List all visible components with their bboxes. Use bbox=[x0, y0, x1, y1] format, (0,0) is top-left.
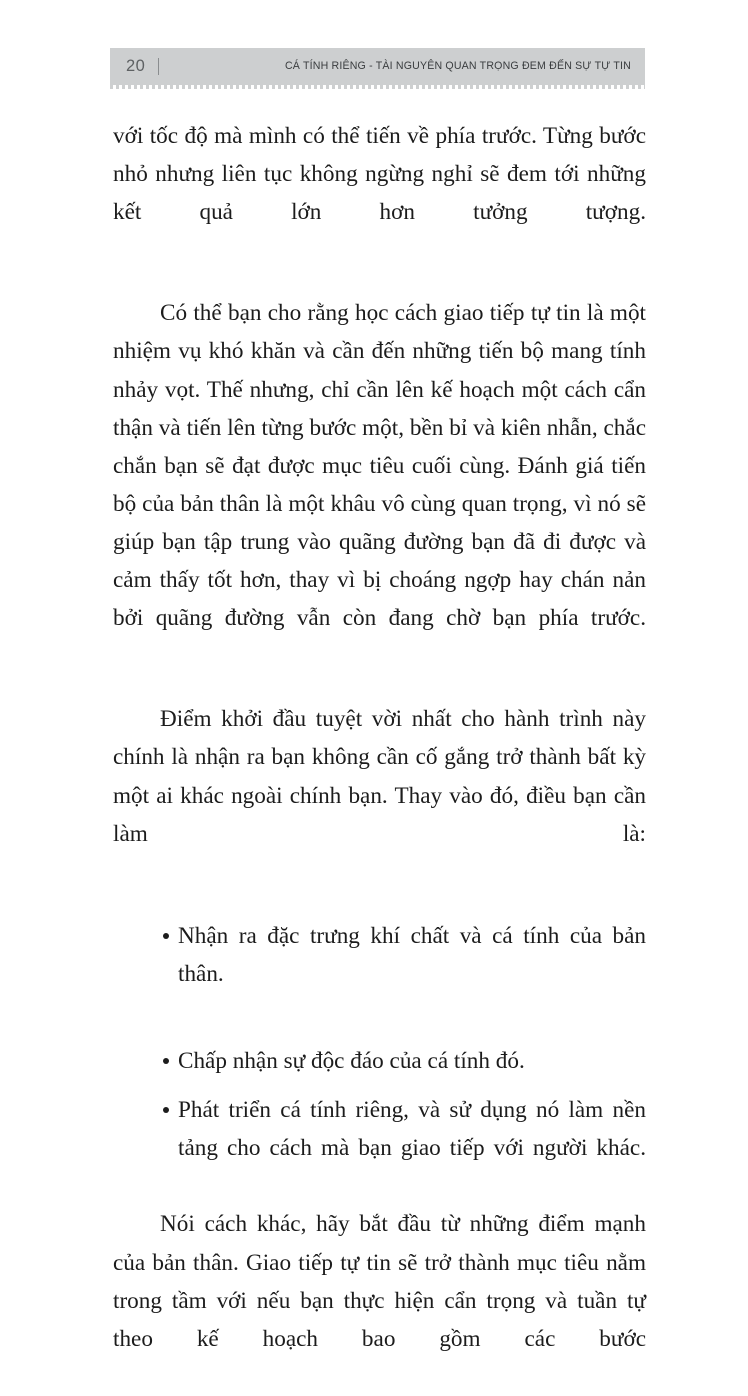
list-item bbox=[163, 1042, 646, 1080]
bullet-dot-icon bbox=[163, 933, 169, 939]
list-item-label: Chấp nhận sự độc đáo của cá tính đó. bbox=[178, 1048, 525, 1075]
bullet-list bbox=[113, 917, 646, 1206]
bullet-dot-icon bbox=[163, 1058, 169, 1064]
page-header-bar bbox=[110, 48, 645, 85]
bullet-dot-icon bbox=[163, 1107, 169, 1113]
paragraph-truncated: Nói cách khác, hãy bắt đầu từ những điểm mạnh của bản thân. Giao tiếp tự tin sẽ trở thành mục tiêu nằm trong tầm với nếu bạn thực hiện cẩn trọng và tuần tự theo kế hoạch bao gồm các bước bbox=[113, 1211, 646, 1352]
paragraph: Có thể bạn cho rằng học cách giao tiếp tự tin là một nhiệm vụ khó khăn và cần đến những tiến bộ mang tính nhảy vọt. Thế nhưng, chỉ cần lên kế hoạch một cách cẩn thận và tiến lên từng bước một, bền bỉ và kiên nhẫn, chắc chắn bạn sẽ đạt được mục tiêu cuối cùng. Đánh giá tiến bộ của bản thân là một khâu vô cùng quan trọng, vì nó sẽ giúp bạn tập trung vào quãng đường bạn đã đi được và cảm thấy tốt hơn, thay vì bị choáng ngợp hay chán nản bởi quãng đường vẫn còn đang chờ bạn phía trước. bbox=[113, 300, 646, 632]
header-scallop-edge bbox=[110, 85, 645, 89]
list-item bbox=[163, 1091, 646, 1205]
list-item bbox=[163, 917, 646, 1031]
list-item-label: Nhận ra đặc trưng khí chất và cá tính của bản thân. bbox=[178, 922, 646, 987]
folio-divider bbox=[158, 58, 159, 75]
paragraph-continuation: với tốc độ mà mình có thể tiến về phía trước. Từng bước nhỏ nhưng liên tục không ngừng nghỉ sẽ đem tới những kết quả lớn hơn tưởng tượng. bbox=[113, 123, 646, 226]
paragraph: Điểm khởi đầu tuyệt vời nhất cho hành trình này chính là nhận ra bạn không cần cố gắng trở thành bất kỳ một ai khác ngoài chính bạn. Thay vào đó, điều bạn cần làm là: bbox=[113, 706, 646, 847]
body-text-column bbox=[113, 117, 646, 1396]
running-title: CÁ TÍNH RIÊNG - TÀI NGUYÊN QUAN TRỌNG ĐEM ĐẾN SỰ TỰ TIN bbox=[284, 60, 631, 73]
page-number: 20 bbox=[126, 57, 146, 76]
list-item-label: Phát triển cá tính riêng, và sử dụng nó làm nền tảng cho cách mà bạn giao tiếp với người khác. bbox=[178, 1097, 646, 1162]
